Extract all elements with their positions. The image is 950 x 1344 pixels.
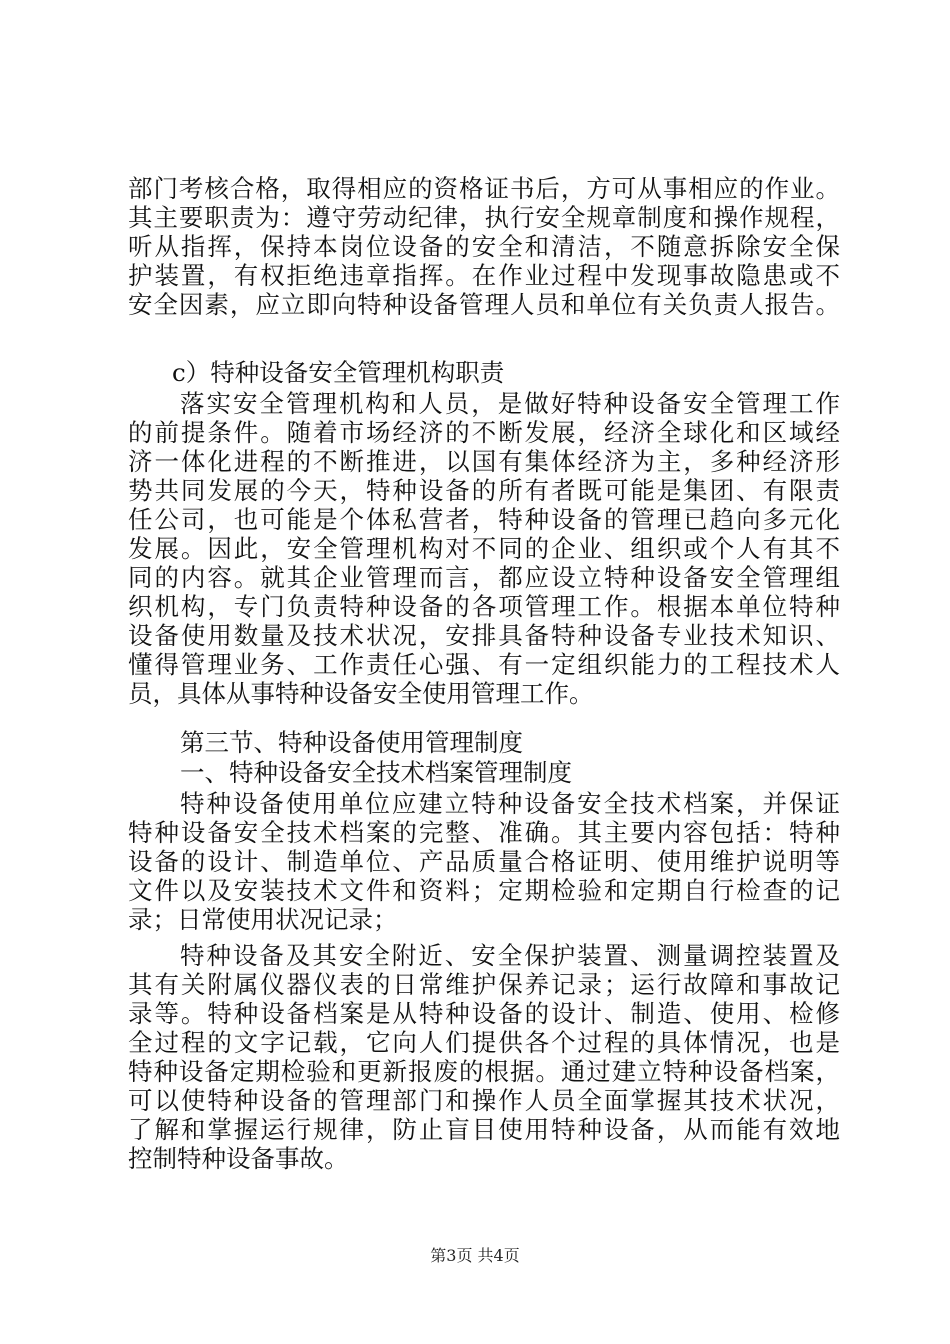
text-line: 员，具体从事特种设备安全使用管理工作。 [128, 679, 594, 708]
paragraph-archives [128, 789, 840, 934]
text-line: 部门考核合格，取得相应的资格证书后，方可从事相应的作业。 [128, 174, 840, 203]
text-line: 文件以及安装技术文件和资料；定期检验和定期自行检查的记 [128, 876, 840, 905]
text-line: 济一体化进程的不断推进，以国有集体经济为主，多种经济形 [128, 447, 840, 476]
text-line: 的前提条件。随着市场经济的不断发展，经济全球化和区域经 [128, 418, 840, 447]
page-number-footer: 第3页 共4页 [430, 1246, 520, 1265]
text-line: 控制特种设备事故。 [128, 1144, 349, 1173]
text-line: 安全因素，应立即向特种设备管理人员和单位有关负责人报告。 [128, 290, 840, 319]
text-line: 录；日常使用状况记录； [128, 905, 398, 934]
text-line: 势共同发展的今天，特种设备的所有者既可能是集团、有限责 [128, 476, 840, 505]
paragraph-maintenance-records [128, 941, 840, 1173]
text-line: 织机构，专门负责特种设备的各项管理工作。根据本单位特种 [128, 592, 840, 621]
text-line: 特种设备及其安全附近、安全保护装置、测量调控装置及 [180, 941, 840, 970]
paragraph-duties [128, 174, 840, 319]
section-heading-c [128, 358, 840, 387]
text-line: 设备的设计、制造单位、产品质量合格证明、使用维护说明等 [128, 847, 840, 876]
text-line: 录等。特种设备档案是从特种设备的设计、制造、使用、检修 [128, 999, 840, 1028]
text-line: 任公司，也可能是个体私营者，特种设备的管理已趋向多元化 [128, 505, 840, 534]
heading-text: 一、特种设备安全技术档案管理制度 [180, 758, 572, 787]
text-line: 特种设备使用单位应建立特种设备安全技术档案，并保证 [180, 789, 840, 818]
text-line: 发展。因此，安全管理机构对不同的企业、组织或个人有其不 [128, 534, 840, 563]
heading-text: c）特种设备安全管理机构职责 [172, 358, 505, 387]
text-line: 全过程的文字记载，它向人们提供各个过程的具体情况，也是 [128, 1028, 840, 1057]
section-heading-3 [128, 728, 840, 757]
text-line: 了解和掌握运行规律，防止盲目使用特种设备，从而能有效地 [128, 1115, 840, 1144]
text-line: 听从指挥，保持本岗位设备的安全和清洁，不随意拆除安全保 [128, 232, 840, 261]
paragraph-organization [128, 389, 840, 708]
text-line: 护装置，有权拒绝违章指挥。在作业过程中发现事故隐患或不 [128, 261, 840, 290]
text-line: 落实安全管理机构和人员，是做好特种设备安全管理工作 [180, 389, 840, 418]
text-line: 可以使特种设备的管理部门和操作人员全面掌握其技术状况， [128, 1086, 840, 1115]
text-line: 其主要职责为：遵守劳动纪律，执行安全规章制度和操作规程， [128, 203, 840, 232]
heading-text: 第三节、特种设备使用管理制度 [180, 728, 523, 757]
text-line: 懂得管理业务、工作责任心强、有一定组织能力的工程技术人 [128, 650, 840, 679]
text-line: 设备使用数量及技术状况，安排具备特种设备专业技术知识、 [128, 621, 840, 650]
text-line: 其有关附属仪器仪表的日常维护保养记录；运行故障和事故记 [128, 970, 840, 999]
text-line: 特种设备定期检验和更新报废的根据。通过建立特种设备档案， [128, 1057, 840, 1086]
text-line: 特种设备安全技术档案的完整、准确。其主要内容包括：特种 [128, 818, 840, 847]
text-line: 同的内容。就其企业管理而言，都应设立特种设备安全管理组 [128, 563, 840, 592]
subsection-heading-1 [128, 758, 840, 787]
